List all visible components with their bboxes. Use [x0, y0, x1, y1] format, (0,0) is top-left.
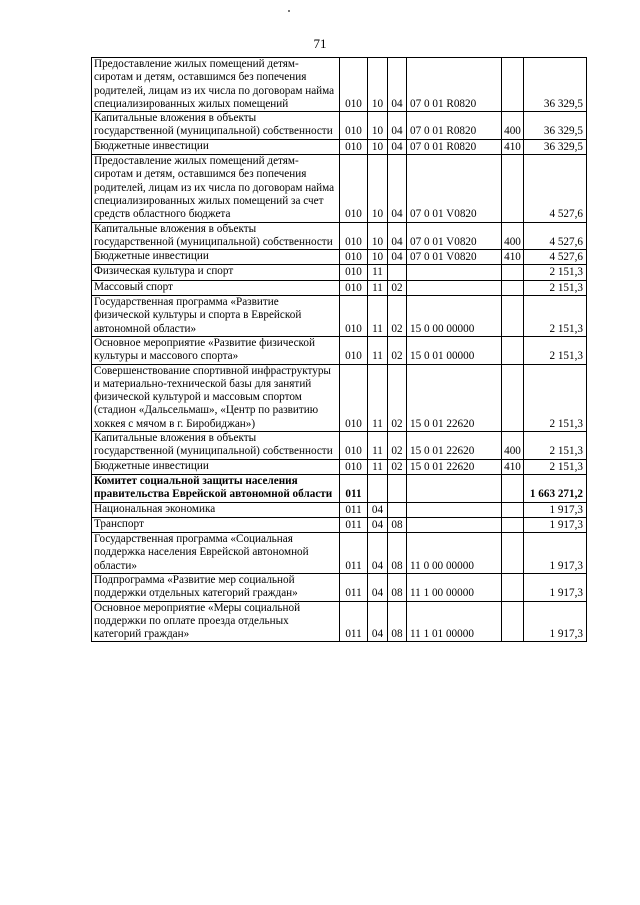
row-name-cell: Капитальные вложения в объекты государственной (муниципальной) собственности — [92, 222, 340, 250]
amount-cell: 1 917,3 — [524, 517, 587, 532]
pr-cell: 08 — [388, 517, 407, 532]
amount-cell: 1 917,3 — [524, 573, 587, 601]
rz-cell: 04 — [368, 573, 388, 601]
row-name-cell: Предоставление жилых помещений детям-сиротам и детям, оставшимся без попечения родителей, лицам из их числа по договорам найма специализированных жилых помещений за счет средств областного бюджета — [92, 155, 340, 222]
pr-cell: 04 — [388, 155, 407, 222]
table-row — [92, 573, 587, 601]
table-row — [92, 336, 587, 364]
table-row — [92, 296, 587, 337]
pr-cell: 08 — [388, 601, 407, 642]
pr-cell: 02 — [388, 432, 407, 460]
rz-cell: 11 — [368, 296, 388, 337]
vr-cell — [502, 573, 524, 601]
pr-cell — [388, 265, 407, 280]
csr-cell: 07 0 01 V0820 — [407, 250, 502, 265]
rz-cell — [368, 474, 388, 502]
vr-cell — [502, 296, 524, 337]
row-name-cell: Государственная программа «Развитие физической культуры и спорта в Еврейской автономной области» — [92, 296, 340, 337]
csr-cell: 15 0 01 22620 — [407, 432, 502, 460]
table-row — [92, 517, 587, 532]
page-number: 71 — [313, 36, 327, 51]
rz-cell: 11 — [368, 364, 388, 431]
table-row — [92, 601, 587, 642]
rz-cell: 10 — [368, 139, 388, 154]
amount-cell: 1 663 271,2 — [524, 474, 587, 502]
amount-cell: 4 527,6 — [524, 222, 587, 250]
pr-cell: 04 — [388, 250, 407, 265]
row-name-cell: Подпрограмма «Развитие мер социальной поддержки отдельных категорий граждан» — [92, 573, 340, 601]
ved-cell: 011 — [340, 517, 368, 532]
amount-cell: 2 151,3 — [524, 336, 587, 364]
amount-cell: 36 329,5 — [524, 139, 587, 154]
row-name-cell: Транспорт — [92, 517, 340, 532]
amount-cell: 4 527,6 — [524, 155, 587, 222]
csr-cell: 07 0 01 R0820 — [407, 58, 502, 112]
csr-cell — [407, 280, 502, 295]
row-name-cell: Бюджетные инвестиции — [92, 250, 340, 265]
table-row — [92, 502, 587, 517]
ved-cell: 010 — [340, 296, 368, 337]
rz-cell: 10 — [368, 222, 388, 250]
table-row — [92, 280, 587, 295]
rz-cell: 10 — [368, 112, 388, 140]
ved-cell: 010 — [340, 459, 368, 474]
scan-speck — [288, 10, 290, 12]
pr-cell: 02 — [388, 336, 407, 364]
amount-cell: 1 917,3 — [524, 502, 587, 517]
row-name-cell: Государственная программа «Социальная поддержка населения Еврейской автономной области» — [92, 533, 340, 574]
vr-cell — [502, 58, 524, 112]
amount-cell: 1 917,3 — [524, 601, 587, 642]
csr-cell: 07 0 01 R0820 — [407, 139, 502, 154]
row-name-cell: Национальная экономика — [92, 502, 340, 517]
ved-cell: 010 — [340, 280, 368, 295]
ved-cell: 010 — [340, 112, 368, 140]
row-name-cell: Совершенствование спортивной инфраструктуры и материально-технической базы для занятий физической культурой и массовым спортом (стадион «Дальсельмаш», «Центр по развитию хоккея с мячом в г. Биробиджан») — [92, 364, 340, 431]
pr-cell: 04 — [388, 139, 407, 154]
vr-cell — [502, 265, 524, 280]
table-row — [92, 155, 587, 222]
csr-cell: 15 0 01 22620 — [407, 364, 502, 431]
vr-cell: 410 — [502, 139, 524, 154]
pr-cell: 02 — [388, 280, 407, 295]
row-name-cell: Капитальные вложения в объекты государственной (муниципальной) собственности — [92, 112, 340, 140]
row-name-cell: Физическая культура и спорт — [92, 265, 340, 280]
ved-cell: 010 — [340, 336, 368, 364]
vr-cell — [502, 336, 524, 364]
table-row — [92, 139, 587, 154]
csr-cell: 07 0 01 R0820 — [407, 112, 502, 140]
rz-cell: 11 — [368, 280, 388, 295]
ved-cell: 011 — [340, 502, 368, 517]
csr-cell: 15 0 01 00000 — [407, 336, 502, 364]
ved-cell: 010 — [340, 265, 368, 280]
amount-cell: 2 151,3 — [524, 432, 587, 460]
vr-cell: 400 — [502, 112, 524, 140]
rz-cell: 11 — [368, 336, 388, 364]
csr-cell: 11 0 00 00000 — [407, 533, 502, 574]
vr-cell — [502, 517, 524, 532]
table-row — [92, 222, 587, 250]
csr-cell: 07 0 01 V0820 — [407, 155, 502, 222]
ved-cell: 010 — [340, 139, 368, 154]
csr-cell: 15 0 01 22620 — [407, 459, 502, 474]
ved-cell: 011 — [340, 573, 368, 601]
ved-cell: 010 — [340, 222, 368, 250]
vr-cell — [502, 533, 524, 574]
pr-cell — [388, 502, 407, 517]
rz-cell: 04 — [368, 533, 388, 574]
pr-cell: 04 — [388, 222, 407, 250]
pr-cell: 08 — [388, 573, 407, 601]
ved-cell: 010 — [340, 58, 368, 112]
vr-cell — [502, 364, 524, 431]
amount-cell: 1 917,3 — [524, 533, 587, 574]
table-row — [92, 112, 587, 140]
table-row — [92, 533, 587, 574]
pr-cell: 04 — [388, 112, 407, 140]
csr-cell: 11 1 00 00000 — [407, 573, 502, 601]
amount-cell: 2 151,3 — [524, 296, 587, 337]
amount-cell: 4 527,6 — [524, 250, 587, 265]
budget-table — [91, 57, 587, 642]
ved-cell: 010 — [340, 364, 368, 431]
row-name-cell: Бюджетные инвестиции — [92, 139, 340, 154]
table-row — [92, 265, 587, 280]
csr-cell: 15 0 00 00000 — [407, 296, 502, 337]
pr-cell: 02 — [388, 459, 407, 474]
vr-cell — [502, 502, 524, 517]
table-row — [92, 432, 587, 460]
csr-cell: 07 0 01 V0820 — [407, 222, 502, 250]
pr-cell: 04 — [388, 58, 407, 112]
row-name-cell: Предоставление жилых помещений детям-сиротам и детям, оставшимся без попечения родителей, лицам из их числа по договорам найма специализированных жилых помещений — [92, 58, 340, 112]
csr-cell — [407, 474, 502, 502]
csr-cell — [407, 502, 502, 517]
table-row — [92, 250, 587, 265]
amount-cell: 2 151,3 — [524, 265, 587, 280]
ved-cell: 011 — [340, 533, 368, 574]
vr-cell — [502, 474, 524, 502]
row-name-cell: Основное мероприятие «Меры социальной поддержки по оплате проезда отдельных категорий граждан» — [92, 601, 340, 642]
table-row — [92, 364, 587, 431]
pr-cell: 02 — [388, 296, 407, 337]
amount-cell: 2 151,3 — [524, 459, 587, 474]
rz-cell: 10 — [368, 250, 388, 265]
rz-cell: 10 — [368, 58, 388, 112]
vr-cell: 410 — [502, 250, 524, 265]
table-row — [92, 58, 587, 112]
vr-cell: 400 — [502, 432, 524, 460]
table-body — [92, 58, 587, 642]
pr-cell: 02 — [388, 364, 407, 431]
rz-cell: 04 — [368, 502, 388, 517]
csr-cell — [407, 517, 502, 532]
rz-cell: 10 — [368, 155, 388, 222]
pr-cell — [388, 474, 407, 502]
vr-cell: 400 — [502, 222, 524, 250]
amount-cell: 36 329,5 — [524, 58, 587, 112]
vr-cell — [502, 155, 524, 222]
row-name-cell: Капитальные вложения в объекты государственной (муниципальной) собственности — [92, 432, 340, 460]
vr-cell: 410 — [502, 459, 524, 474]
ved-cell: 010 — [340, 250, 368, 265]
row-name-cell: Бюджетные инвестиции — [92, 459, 340, 474]
rz-cell: 11 — [368, 265, 388, 280]
amount-cell: 36 329,5 — [524, 112, 587, 140]
rz-cell: 04 — [368, 517, 388, 532]
table-row — [92, 459, 587, 474]
vr-cell — [502, 601, 524, 642]
csr-cell — [407, 265, 502, 280]
row-name-cell: Комитет социальной защиты населения правительства Еврейской автономной области — [92, 474, 340, 502]
ved-cell: 010 — [340, 432, 368, 460]
row-name-cell: Массовый спорт — [92, 280, 340, 295]
table-row — [92, 474, 587, 502]
vr-cell — [502, 280, 524, 295]
rz-cell: 04 — [368, 601, 388, 642]
csr-cell: 11 1 01 00000 — [407, 601, 502, 642]
amount-cell: 2 151,3 — [524, 364, 587, 431]
row-name-cell: Основное мероприятие «Развитие физической культуры и массового спорта» — [92, 336, 340, 364]
ved-cell: 011 — [340, 474, 368, 502]
pr-cell: 08 — [388, 533, 407, 574]
ved-cell: 010 — [340, 155, 368, 222]
ved-cell: 011 — [340, 601, 368, 642]
rz-cell: 11 — [368, 432, 388, 460]
amount-cell: 2 151,3 — [524, 280, 587, 295]
rz-cell: 11 — [368, 459, 388, 474]
